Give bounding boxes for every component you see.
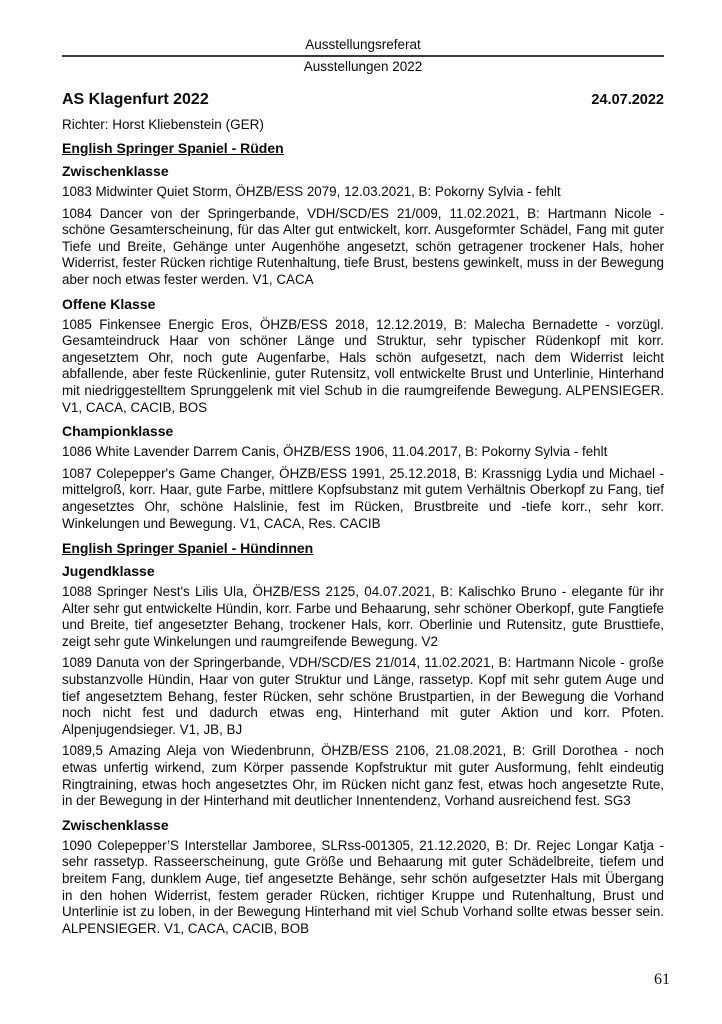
class-heading: Zwischenklasse <box>62 163 169 179</box>
judge-line: Richter: Horst Kliebenstein (GER) <box>62 117 264 132</box>
entry-paragraph: 1086 White Lavender Darrem Canis, ÖHZB/ESS 1906, 11.04.2017, B: Pokorny Sylvia - fehlt <box>62 444 608 460</box>
entry-paragraph: 1089,5 Amazing Aleja von Wiedenbrunn, ÖHZB/ESS 2106, 21.08.2021, B: Grill Dorothea - noch etwas unfertig wirkend, zum Körper passende Kopfstruktur mit guter Ausformung, fehlt eindeutig Ringtraining, etwas hoch angesetztes Ohr, im Rücken nicht ganz fest, etwas hoch angesetzte Rute, in der Bewegung in der Hinterhand mit deutlicher Innentendenz, Vorhand ausreichend fest. SG3 <box>62 743 664 809</box>
entry-paragraph: 1089 Danuta von der Springerbande, VDH/SCD/ES 21/014, 11.02.2021, B: Hartmann Nicole - große substanzvolle Hündin, Haar von guter Struktur und Länge, rassetyp. Kopf mit sehr gutem Auge und tief angesetztem Behang, fester Rücken, sehr schöne Brustpartien, in der Bewegung die Vorhand noch nicht fest und dadurch etwas eng, Hinterhand mit guter Aktion und korr. Pfoten. Alpenjugendsieger. V1, JB, BJ <box>62 655 664 737</box>
class-heading: Offene Klasse <box>62 295 156 312</box>
breed-heading: English Springer Spaniel - Rüden <box>62 140 284 156</box>
event-date: 24.07.2022 <box>591 92 664 108</box>
event-title-row <box>62 91 664 109</box>
class-heading: Zwischenklasse <box>62 816 169 833</box>
class-heading: Jugendklasse <box>62 563 155 580</box>
entry-paragraph: 1088 Springer Nest's Lilis Ula, ÖHZB/ESS 2125, 04.07.2021, B: Kalischko Bruno - elegante für ihr Alter sehr gut entwickelte Hündin, korr. Farbe und Behaarung, sehr schöner Oberkopf, gute Fangtiefe und Breite, tief angesetzter Behang, trockener Hals, korr. Oberlinie und Rutensitz, gute Brusttiefe, zeigt sehr gute Winkelungen und raumgreifende Bewegung. V2 <box>62 584 664 649</box>
event-title: AS Klagenfurt 2022 <box>62 91 209 108</box>
document-header <box>62 36 664 75</box>
class-heading: Championklasse <box>62 423 174 440</box>
header-subtitle: Ausstellungen 2022 <box>303 59 423 74</box>
page-number: 61 <box>654 971 670 988</box>
entry-paragraph: 1085 Finkensee Energic Eros, ÖHZB/ESS 2018, 12.12.2019, B: Malecha Bernadette - vorzügl. Gesamteindruck Haar von schöner Länge und Struktur, sehr typischer Rüdenkopf mit korr. angesetztem Ohr, noch gute Augenfarbe, Hals schön aufgesetzt, nach dem Widerrist leicht abfallende, aber feste Rückenlinie, guter Rutensitz, voll entwickelte Brust und Unterlinie, Hinterhand mit niedriggestelltem Sprunggelenk mit viel Schub in die raumgreifende Bewegung. ALPENSIEGER. V1, CACA, CACIB, BOS <box>62 316 664 415</box>
header-title: Ausstellungsreferat <box>305 37 421 52</box>
entry-paragraph: 1090 Colepepper’S Interstellar Jamboree, SLRss-001305, 21.12.2020, B: Dr. Rejec Longar Katja - sehr rassetyp. Rasseerscheinung, gute Größe und Behaarung mit guter Schädelbreite, tiefem und breitem Fang, dunklem Auge, tief angesetzte Behänge, sehr schön aufgesetzter Hals mit Übergang in den hohen Widerrist, festem gerader Rücken, richtiger Kruppe und Rutenhaltung, Brust und Unterlinie ist zu loben, in der Bewegung Hinterhand mit viel Schub Vorhand sollte etwas besser sein. ALPENSIEGER. V1, CACA, CACIB, BOB <box>62 837 664 936</box>
breed-heading: English Springer Spaniel - Hündinnen <box>62 540 314 557</box>
header-rule <box>62 55 664 57</box>
entry-paragraph: 1083 Midwinter Quiet Storm, ÖHZB/ESS 2079, 12.03.2021, B: Pokorny Sylvia - fehlt <box>62 184 561 199</box>
entry-paragraph: 1084 Dancer von der Springerbande, VDH/SCD/ES 21/009, 11.02.2021, B: Hartmann Nicole - schöne Gesamterscheinung, für das Alter gut entwickelt, korr. Ausgeformter Schädel, Fang mit guter Tiefe und Breite, Gehänge unter Augenhöhe angesetzt, schön getragener trockener Hals, hoher Widerrist, fester Rücken richtige Rutenhaltung, tiefe Brust, bestens gewinkelt, muss in der Bewegung aber noch etwas fester werden. V1, CACA <box>62 205 664 287</box>
document-body <box>62 91 664 937</box>
entry-paragraph: 1087 Colepepper's Game Changer, ÖHZB/ESS 1991, 25.12.2018, B: Krassnigg Lydia und Michael - mittelgroß, korr. Haar, gute Farbe, mittlere Kopfsubstanz mit gutem Verhältnis Oberkopf zu Fang, tief angesetztes Ohr, schöne Halslinie, fest im Rücken, Brustbreite und -tiefe korr., sehr korr. Winkelungen und Bewegung. V1, CACA, Res. CACIB <box>62 465 664 531</box>
